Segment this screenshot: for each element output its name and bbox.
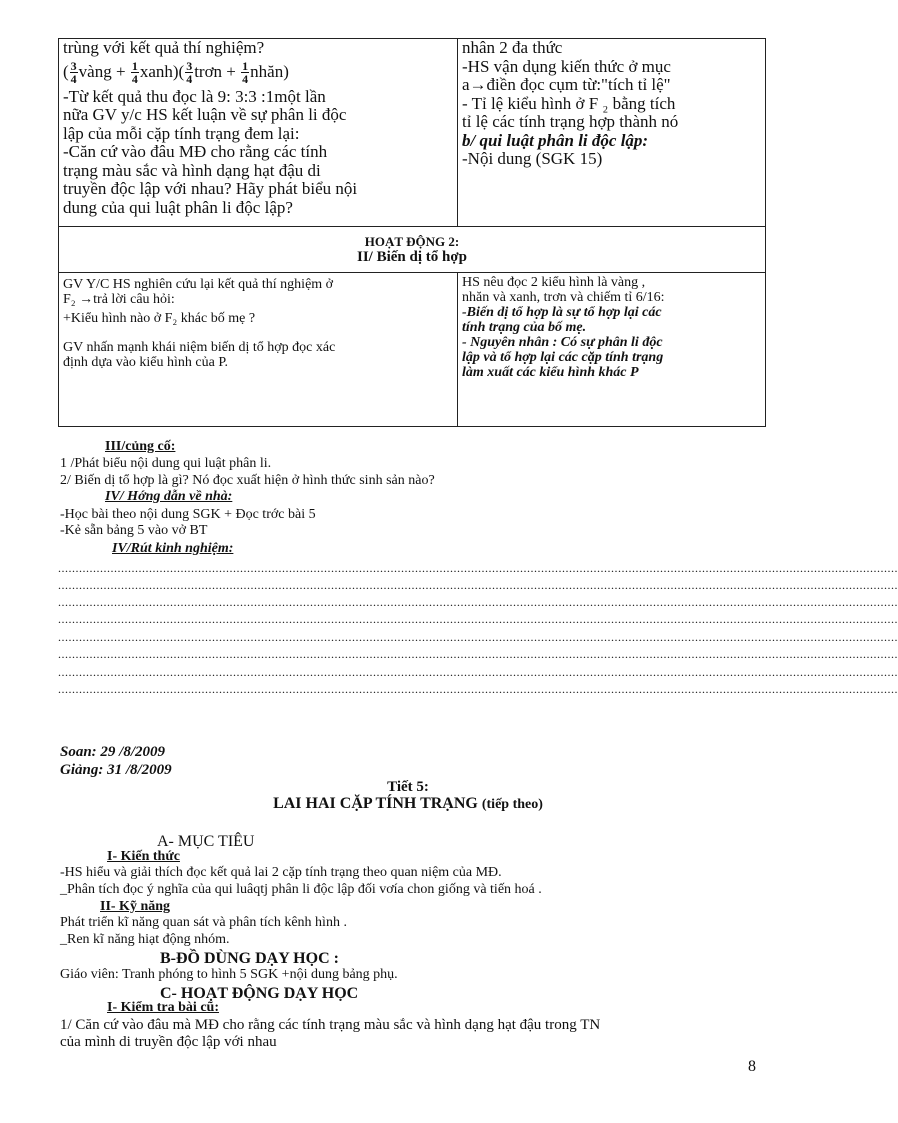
text-line: b/ qui luật phân li độc lập: bbox=[462, 130, 649, 150]
activity-label: HOẠT ĐỘNG 2: bbox=[364, 233, 460, 249]
consolidation-q2: 2/ Biến dị tổ hợp là gì? Nó đọc xuất hiện ở hình thức sinh sản nào? bbox=[60, 473, 435, 488]
text-line: F₂ →trả lời câu hỏi: bbox=[63, 292, 175, 307]
knowledge-line-2: _Phân tích đọc ý nghĩa của qui luâqtj phân li độc lập đối vơía chon giống và tiến hoá . bbox=[60, 882, 542, 897]
text-line: lập và tổ hợp lại các cặp tính trạng bbox=[462, 350, 664, 365]
text-line: lập của mỗi cặp tính trạng đem lại: bbox=[63, 123, 300, 143]
table-cell-student-1 bbox=[458, 39, 766, 227]
text-line: truyền độc lập với nhau? Hãy phát biểu nội bbox=[63, 179, 358, 198]
consolidation-title: III/củng cố: bbox=[105, 439, 176, 454]
skill-line-2: _Ren kĩ năng hiạt động nhóm. bbox=[60, 932, 230, 947]
text-line: làm xuất các kiểu hình khác P bbox=[462, 365, 639, 380]
dotted-line: ................................................................................................................................................................................................................................................ bbox=[58, 647, 898, 661]
text-line: nữa GV y/c HS kết luận về sự phân li độc bbox=[63, 105, 347, 124]
formula: ( $\frac{3}{4}$ vàng + $\frac{1}{4}$ xanh)( $\frac{3}{4}$ trơn + $\frac{1}{4}$ nhăn) bbox=[63, 59, 289, 86]
materials-heading: B-ĐỒ DÙNG DẠY HỌC : bbox=[160, 950, 339, 967]
dotted-line: ................................................................................................................................................................................................................................................ bbox=[58, 595, 898, 609]
dotted-line: ................................................................................................................................................................................................................................................ bbox=[58, 682, 898, 696]
fraction: $\frac{3}{4}$ bbox=[70, 59, 77, 86]
text-line: trùng với kết quả thí nghiệm? bbox=[63, 38, 265, 57]
knowledge-line-1: -HS hiểu và giải thích đọc kết quả lai 2 cặp tính trạng theo quan niệm của MĐ. bbox=[60, 865, 502, 880]
activity-header bbox=[59, 227, 766, 273]
text-line: a→điền đọc cụm từ:"tích tỉ lệ" bbox=[462, 75, 671, 94]
dotted-line: ................................................................................................................................................................................................................................................ bbox=[58, 630, 898, 644]
table-cell-teacher-1 bbox=[59, 39, 458, 227]
text-line: -Từ kết quả thu đọc là 9: 3:3 :1một lần bbox=[63, 86, 326, 106]
page-number: 8 bbox=[748, 1058, 756, 1075]
check-line-1: 1/ Căn cứ vào đâu mà MĐ cho rằng các tính trạng màu sắc và hình dạng hạt đậu trong TN bbox=[60, 1017, 601, 1033]
consolidation-q1: 1 /Phát biểu nội dung qui luật phân li. bbox=[60, 456, 272, 471]
dotted-line: ................................................................................................................................................................................................................................................ bbox=[58, 665, 898, 679]
table-cell-teacher-2 bbox=[59, 273, 458, 427]
text-line: - Tỉ lệ kiểu hình ở F ₂ bằng tích bbox=[462, 93, 676, 113]
text-line: định dựa vào kiểu hình của P. bbox=[63, 355, 229, 370]
text-line: dung của qui luật phân li độc lập? bbox=[63, 197, 293, 217]
check-line-2: của mình di truyền độc lập với nhau bbox=[60, 1034, 277, 1050]
objectives-heading: A- MỤC TIÊU bbox=[157, 833, 255, 850]
activities-heading: C- HOẠT ĐỘNG DẠY HỌC bbox=[160, 985, 359, 1002]
text-line: GV nhấn mạnh khái niệm biến dị tổ hợp đọc xác bbox=[63, 340, 336, 355]
homework-title: IV/ Hớng dẫn về nhà: bbox=[105, 489, 233, 504]
knowledge-title: I- Kiến thức bbox=[107, 849, 180, 864]
experience-title: IV/Rút kinh nghiệm: bbox=[112, 541, 234, 556]
lesson-title: LAI HAI CẶP TÍNH TRẠNG (tiếp theo) bbox=[273, 795, 543, 812]
text-line: GV Y/C HS nghiên cứu lại kết quả thí nghiệm ở bbox=[63, 277, 334, 292]
activity-title: II/ Biến dị tổ hợp bbox=[356, 248, 467, 265]
text-line: nhân 2 đa thức bbox=[462, 38, 563, 57]
fraction: $\frac{1}{4}$ bbox=[131, 59, 138, 86]
text-line: -Nội dung (SGK 15) bbox=[462, 149, 603, 168]
fraction: $\frac{3}{4}$ bbox=[186, 59, 193, 86]
text-line: - Nguyên nhân : Có sự phân li độc bbox=[462, 335, 663, 350]
text-line: nhăn và xanh, trơn và chiếm tỉ 6/16: bbox=[462, 290, 665, 305]
text-line: -Căn cứ vào đâu MĐ cho rằng các tính bbox=[63, 142, 328, 161]
homework-line-2: -Kẻ sẵn bảng 5 vào vở BT bbox=[60, 523, 208, 538]
text-line: -HS vận dụng kiến thức ở mục bbox=[462, 56, 671, 76]
homework-line-1: -Học bài theo nội dung SGK + Đọc trớc bài 5 bbox=[60, 507, 316, 522]
text-line: tính trạng của bố mẹ. bbox=[462, 320, 587, 335]
soan-date: Soan: 29 /8/2009 bbox=[60, 744, 166, 760]
table-cell-student-2 bbox=[458, 273, 766, 427]
skill-title: II- Kỹ năng bbox=[100, 899, 171, 914]
lesson-number: Tiết 5: bbox=[387, 779, 429, 795]
lesson-table bbox=[58, 38, 766, 427]
text-line: HS nêu đọc 2 kiểu hình là vàng , bbox=[462, 275, 646, 290]
dotted-line: ................................................................................................................................................................................................................................................ bbox=[58, 561, 898, 575]
text-line: -Biến dị tổ hợp là sự tổ hợp lại các bbox=[462, 305, 662, 320]
giang-date: Giảng: 31 /8/2009 bbox=[60, 762, 172, 778]
text-line: trạng màu sắc và hình dạng hạt đậu di bbox=[63, 160, 321, 180]
materials-teacher: Giáo viên: Tranh phóng to hình 5 SGK +nội dung bảng phụ. bbox=[60, 967, 398, 982]
text-line: +Kiểu hình nào ở F₂ khác bố mẹ ? bbox=[63, 311, 256, 326]
skill-line-1: Phát triển kĩ năng quan sát và phân tích kênh hình . bbox=[60, 915, 347, 930]
dotted-line: ................................................................................................................................................................................................................................................ bbox=[58, 578, 898, 592]
text-line: tỉ lệ các tính trạng hợp thành nó bbox=[462, 112, 679, 131]
fraction: $\frac{1}{4}$ bbox=[242, 59, 249, 86]
check-title: I- Kiểm tra bài cũ: bbox=[107, 1000, 219, 1015]
dotted-line: ................................................................................................................................................................................................................................................ bbox=[58, 612, 898, 626]
